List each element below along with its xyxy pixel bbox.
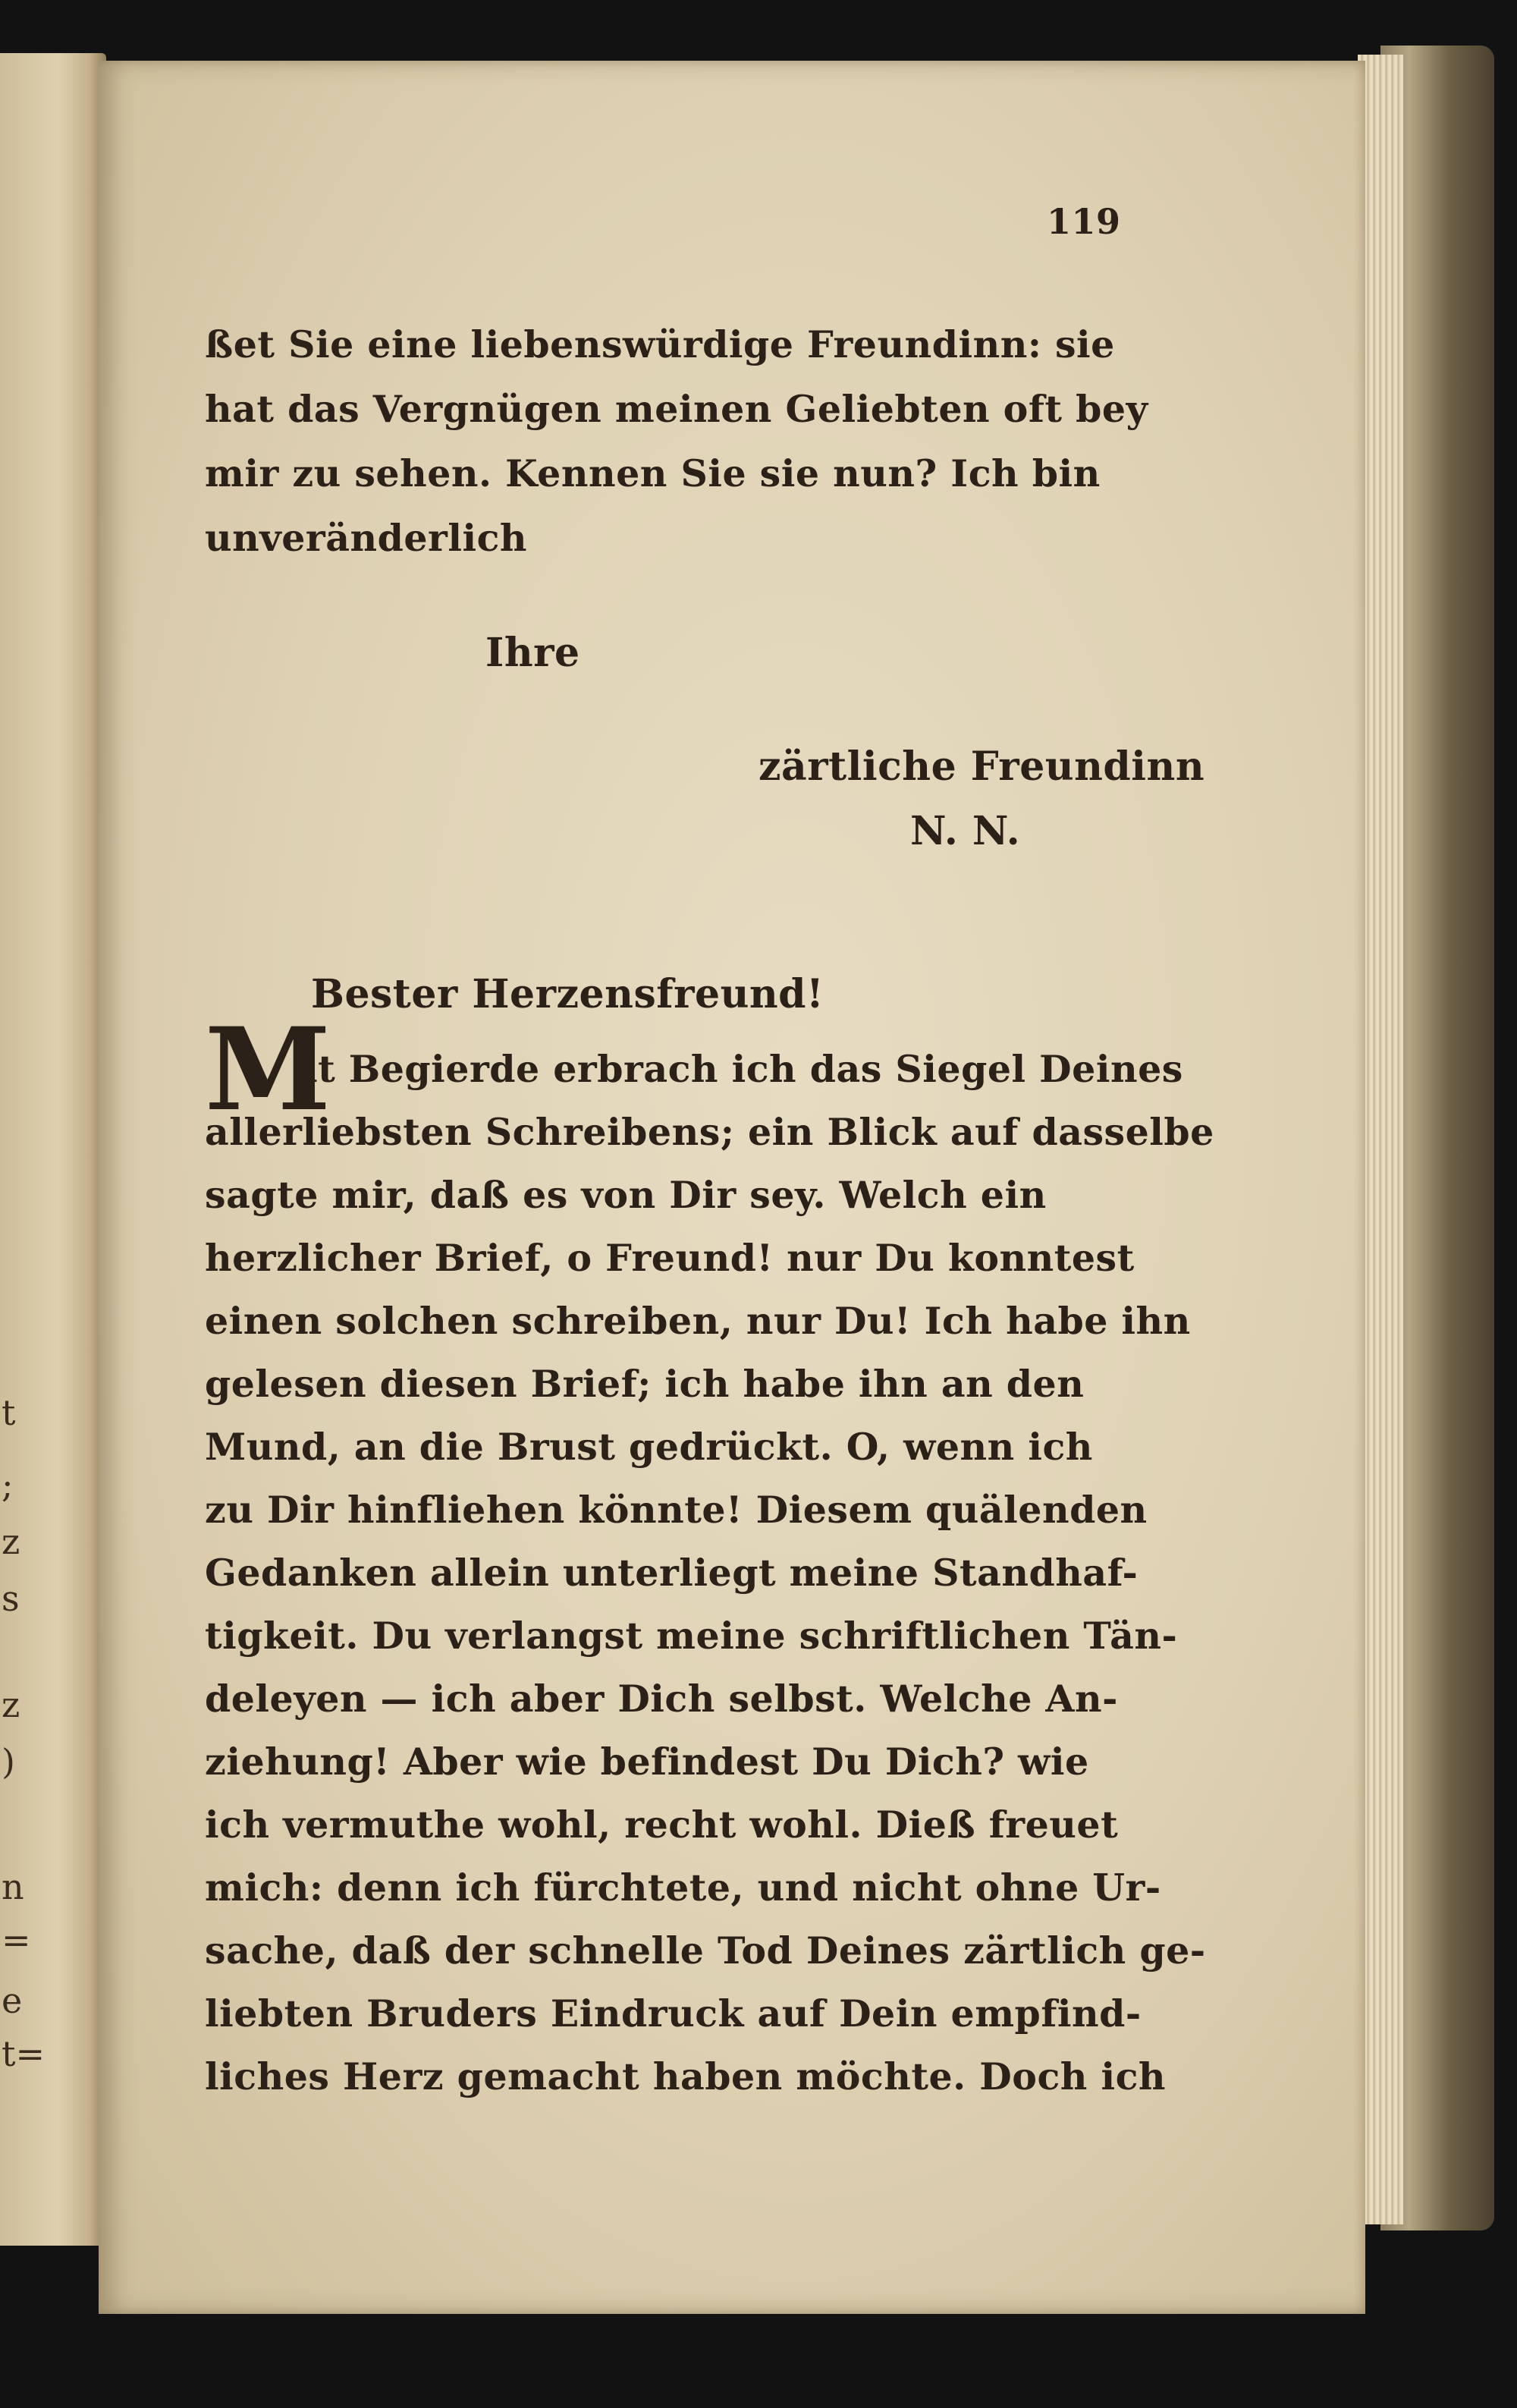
text-line: it Begierde erbrach ich das Siegel Deines	[303, 1047, 1183, 1091]
text-line: liches Herz gemacht haben möchte. Doch ich	[205, 2054, 1167, 2098]
facing-page-edge	[0, 53, 106, 2246]
text-line: ßet Sie eine liebenswürdige Freundinn: sie	[205, 322, 1115, 366]
margin-char: t	[2, 1392, 16, 1433]
margin-char: z	[2, 1521, 20, 1562]
text-line: ziehung! Aber wie befindest Du Dich? wie	[205, 1740, 1089, 1784]
margin-char: s	[2, 1578, 20, 1619]
text-line: Gedanken allein unterliegt meine Standhaf-	[205, 1551, 1139, 1595]
signature-line: zärtliche Freundinn	[758, 743, 1205, 790]
text-line: einen solchen schreiben, nur Du! Ich habe ihn	[205, 1299, 1191, 1343]
text-line: hat das Vergnügen meinen Geliebten oft bey	[205, 387, 1148, 431]
margin-char: =	[2, 1919, 31, 1960]
letter-salutation: Bester Herzensfreund!	[311, 971, 824, 1017]
drop-capital: M	[205, 1003, 331, 1136]
text-line: liebten Bruders Eindruck auf Dein empfind-	[205, 1991, 1142, 2035]
text-line: tigkeit. Du verlangst meine schriftlichen Tän-	[205, 1614, 1178, 1658]
margin-char: ;	[2, 1464, 14, 1505]
margin-char: )	[2, 1741, 15, 1782]
facing-page-margin-text	[2, 53, 46, 2246]
text-line: unveränderlich	[205, 516, 528, 560]
text-line: sache, daß der schnelle Tod Deines zärtlich ge-	[205, 1929, 1206, 1973]
text-line: Mund, an die Brust gedrückt. O, wenn ich	[205, 1425, 1093, 1469]
book-page	[99, 61, 1365, 2314]
text-line: sagte mir, daß es von Dir sey. Welch ein	[205, 1173, 1047, 1217]
text-line: deleyen — ich aber Dich selbst. Welche An-	[205, 1677, 1118, 1721]
letter-closing: Ihre	[485, 630, 580, 676]
margin-char: t=	[2, 2033, 46, 2074]
text-line: allerliebsten Schreibens; ein Blick auf dasselbe	[205, 1110, 1214, 1154]
margin-char: z	[2, 1684, 20, 1725]
text-line: herzlicher Brief, o Freund! nur Du konntest	[205, 1236, 1135, 1280]
text-line: ich vermuthe wohl, recht wohl. Dieß freuet	[205, 1803, 1119, 1847]
text-line: mich: denn ich fürchtete, und nicht ohne Ur-	[205, 1866, 1161, 1910]
text-line: mir zu sehen. Kennen Sie sie nun? Ich bin	[205, 451, 1101, 495]
margin-char: e	[2, 1980, 23, 2021]
text-line: zu Dir hinfliehen könnte! Diesem quälenden	[205, 1488, 1148, 1532]
margin-char: n	[2, 1866, 24, 1907]
text-line: gelesen diesen Brief; ich habe ihn an den	[205, 1362, 1085, 1406]
page-number: 119	[1047, 201, 1121, 242]
signature-initials: N. N.	[910, 808, 1021, 854]
